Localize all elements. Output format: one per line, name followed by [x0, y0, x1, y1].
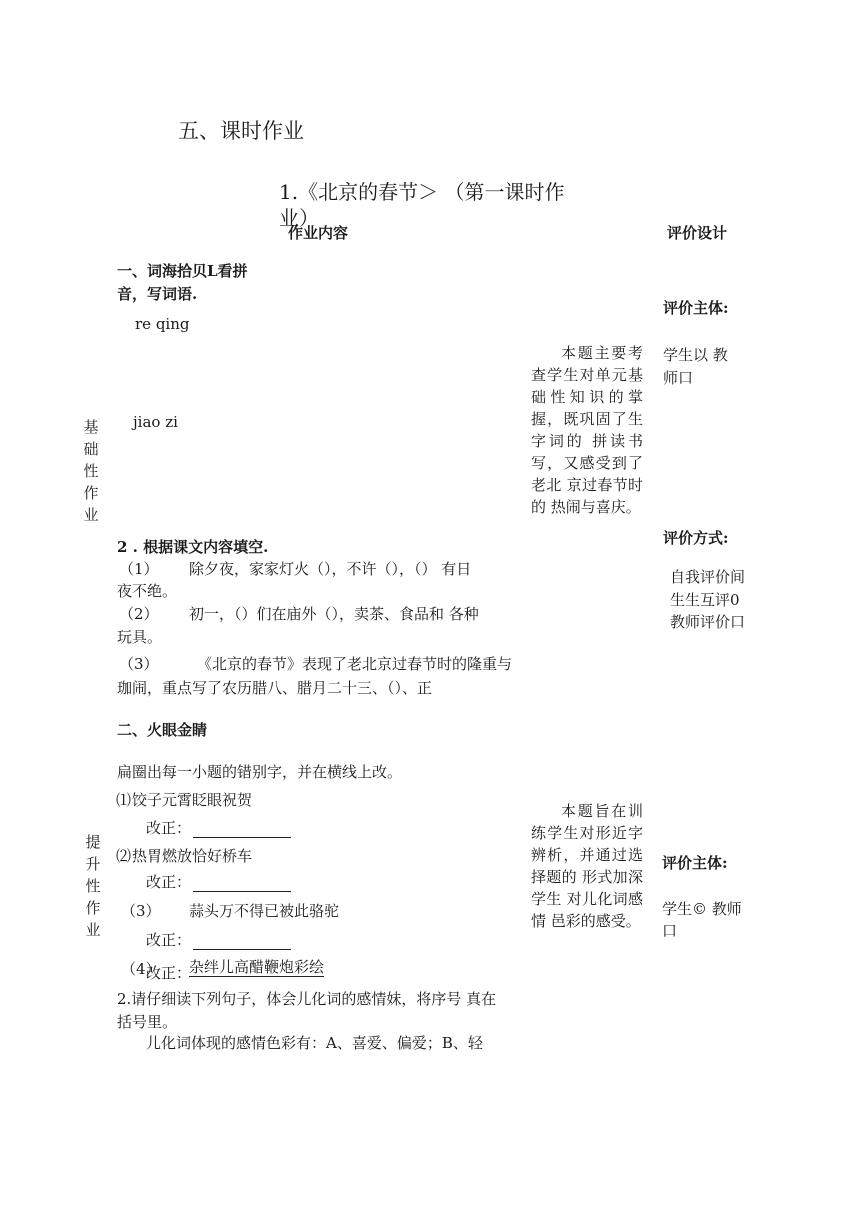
correction-label: 改正：	[146, 819, 192, 837]
eval-subject-value: 师口	[663, 369, 694, 387]
fill-item-text: 夜不绝。	[117, 582, 178, 600]
eval-subject-value: 学生以 教	[663, 346, 728, 364]
pinyin-item: jiao zi	[133, 413, 178, 431]
eval-method-label: 评价方式:	[663, 529, 729, 547]
improve-design-note: 本题旨在训练学生对形近字辨析，并通过选择题的 形式加深学生 对儿化词感情 邑彩的感受。	[531, 802, 643, 930]
header-content: 作业内容	[288, 224, 349, 242]
category-improve: 提升性作业	[85, 833, 101, 939]
section-title: 五、课时作业	[178, 119, 304, 143]
correction-item-number: ⑴	[116, 791, 132, 809]
pinyin-item: re qing	[135, 315, 190, 333]
improve-q2-text: 括号里。	[117, 1013, 178, 1031]
category-basic: 基础性作业	[83, 418, 99, 524]
improve-q2-text: 儿化词体现的感情色彩有：A、喜爱、偏爱；B、轻	[146, 1034, 483, 1052]
fill-item-number: （1）	[119, 560, 159, 578]
basic-design-note: 本题主要考查学生对单元基础性知识的掌握，既巩固了生字词的 拼读书写，又感受到了老北 京过春节时的 热闹与喜庆。	[531, 344, 643, 516]
eval-method-option: 自我评价间	[670, 568, 746, 586]
answer-line[interactable]	[193, 935, 291, 950]
eval-subject-value: 学生© 教师	[662, 900, 742, 918]
correction-item-number: ⑵	[116, 847, 132, 865]
correction-line	[146, 817, 291, 838]
lesson-title-continued: 业）	[279, 206, 319, 230]
header-evaluation: 评价设计	[667, 224, 728, 242]
eval-subject-label: 评价主体:	[663, 299, 729, 317]
correction-item-number: （4）	[121, 960, 161, 978]
improve-instruction: 扁圈出每一小题的错别字，并在横线上改。	[117, 763, 403, 781]
eval-subject-value: 口	[662, 922, 678, 940]
improve-q2-text: 2.请仔细读下列句子，体会儿化词的感情妹，将序号 真在	[117, 990, 497, 1008]
correction-item-text: 杂绊儿高醋鞭炮彩绘	[189, 958, 325, 976]
eval-method-option: 生生互评0	[670, 591, 740, 609]
eval-subject-label: 评价主体:	[662, 854, 728, 872]
answer-line[interactable]	[193, 823, 291, 838]
fill-item-number: （3）	[119, 655, 159, 673]
correction-item-text: 热胃燃放恰好桥车	[132, 847, 253, 865]
fill-item-number: （2）	[119, 605, 159, 623]
correction-item-number: （3）	[121, 902, 161, 920]
correction-label: 改正：	[146, 931, 192, 949]
basic-q2-title: 2 . 根据课文内容填空.	[117, 538, 269, 556]
correction-item-text: 蒜头万不得已被此骆驼	[189, 902, 340, 920]
fill-item-text: 玩具。	[117, 628, 163, 646]
correction-item-text: 饺子元霄眨眼祝贺	[132, 791, 253, 809]
basic-q1-title-continued: 音，写词语.	[117, 285, 198, 303]
basic-q1-title: 一、词海拾贝L看拼	[117, 262, 248, 280]
fill-item-text: 《北京的春节》表现了老北京过春节时的隆重与	[197, 655, 513, 673]
improve-q-title: 二、火眼金睛	[117, 721, 208, 739]
eval-method-option: 教师评价口	[670, 613, 746, 631]
correction-line	[146, 929, 291, 950]
fill-item-text: 除夕夜，家家灯火（），不许（），（） 有日	[189, 560, 472, 578]
correction-label: 改正：	[146, 873, 192, 891]
answer-line[interactable]	[193, 877, 291, 892]
correction-line	[146, 871, 291, 892]
lesson-title: 1.《北京的春节＞ （第一课时作	[279, 180, 565, 204]
fill-item-text: 初一，（）们在庙外（），卖茶、食品和 各种	[189, 605, 479, 623]
correction-label: 改正：	[146, 964, 192, 982]
fill-item-text: 珈闹，重点写了农历腊八、腊月二十三、（）、正	[117, 679, 433, 697]
